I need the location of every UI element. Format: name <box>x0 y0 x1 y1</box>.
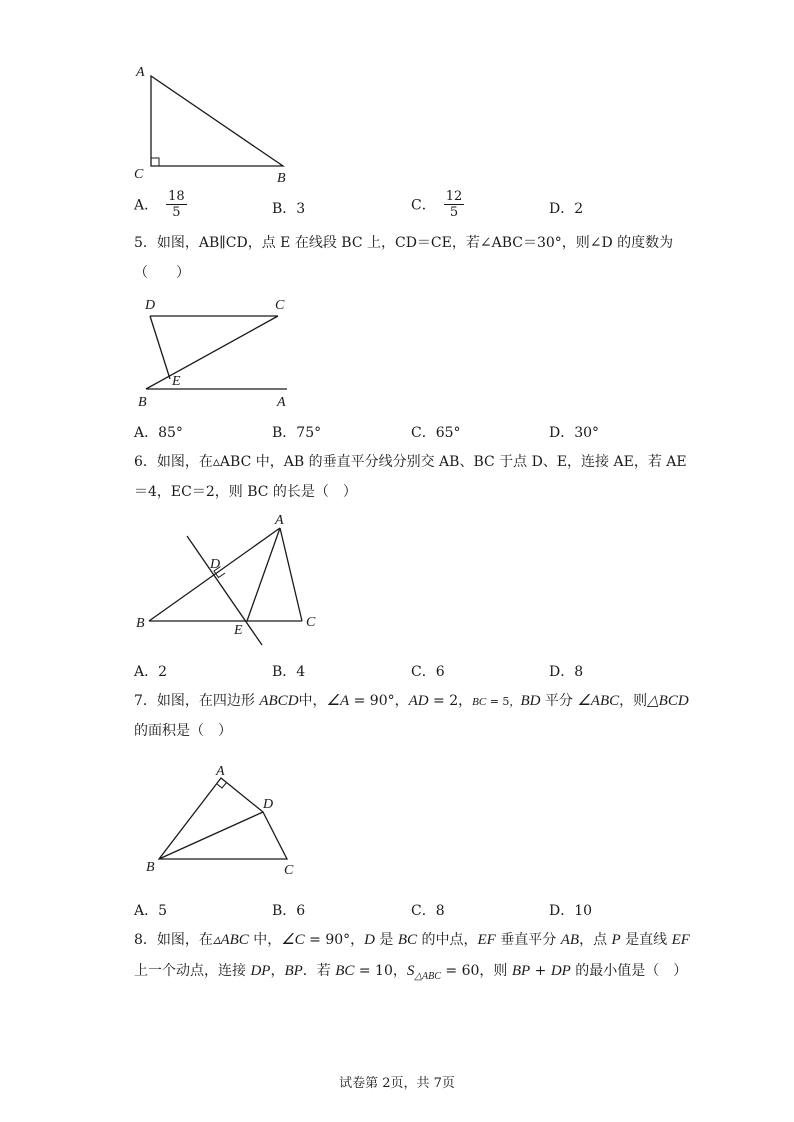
q5-label-e: E <box>172 374 181 389</box>
q6-option-c: C．6 <box>411 664 445 680</box>
q5-line-de <box>150 316 170 379</box>
q5-option-a: A．85° <box>134 425 183 441</box>
q8-l2-text-1: 上一个动点，连接 <box>134 963 251 979</box>
q8-var-ef: EF <box>477 932 496 948</box>
q5-label-d: D <box>145 298 156 313</box>
q6-label-b: B <box>136 616 145 631</box>
q6-side-ac <box>280 528 302 621</box>
q4-label-b: B <box>277 171 286 186</box>
q8-text-6: 垂直平分 <box>495 932 561 948</box>
q8-var-ef-2: EF <box>671 932 690 948</box>
q7-text-3: = 90°， <box>349 693 409 709</box>
q6-label-a: A <box>275 513 284 528</box>
q7-text-7: ，则 <box>619 693 648 709</box>
q7-option-b: B．6 <box>272 903 306 919</box>
q5-question-line1: 5．如图，AB∥CD，点 E 在线段 BC 上，CD＝CE，若∠ABC＝30°，则∠D 的度数为 <box>134 235 674 251</box>
q5-parallel-lines-figure <box>130 292 310 412</box>
q4-option-a-numerator: 18 <box>168 189 185 204</box>
q8-var-p: P <box>611 932 621 948</box>
q6-bisector-line <box>187 536 262 645</box>
q4-right-angle-mark <box>151 158 159 166</box>
q4-label-a: A <box>136 65 145 80</box>
q6-perpendicular-bisector-figure <box>130 510 330 650</box>
q7-var-triangle-bcd: △BCD <box>647 693 689 709</box>
q8-question-line1 <box>134 930 690 950</box>
q4-option-d: D．2 <box>549 201 584 217</box>
q7-var-bd: BD <box>520 693 541 709</box>
q5-option-b: B．75° <box>272 425 322 441</box>
q7-diagonal-bd <box>159 812 263 859</box>
q8-var-bp: BP <box>284 963 303 979</box>
q7-option-d: D．10 <box>549 903 593 919</box>
q7-text-4: = 2， <box>428 693 473 709</box>
q4-triangle-figure <box>130 58 300 188</box>
q8-text-3: = 90°， <box>304 932 365 948</box>
q8-var-s-subscript: △ABC <box>414 970 441 982</box>
q7-var-ad: AD <box>408 693 429 709</box>
q8-l2-text-5: = 60，则 <box>440 963 512 979</box>
q7-text-1: 7．如图，在四边形 <box>134 693 260 709</box>
q4-option-b: B．3 <box>272 201 306 217</box>
q7-quadrilateral <box>159 778 287 859</box>
q5-line-cb <box>146 316 278 389</box>
q8-var-d: D <box>364 932 375 948</box>
q4-option-a-denominator: 5 <box>172 205 181 220</box>
q5-question-line2: （ ） <box>134 265 190 281</box>
q7-label-c: C <box>284 863 294 878</box>
q7-option-c: C．8 <box>411 903 445 919</box>
q6-segment-ae <box>247 528 280 621</box>
q5-label-b: B <box>138 395 147 410</box>
q7-label-d: D <box>263 797 274 812</box>
q4-label-c: C <box>134 167 144 182</box>
q7-label-a: A <box>216 764 225 779</box>
q8-text-7: ，点 <box>579 932 612 948</box>
q7-question-line1 <box>134 691 689 712</box>
q8-var-dp: DP <box>250 963 271 979</box>
q7-var-angle-abc: ∠ABC <box>577 693 620 709</box>
q4-option-c-denominator: 5 <box>449 205 459 220</box>
q7-option-a: A．5 <box>134 903 168 919</box>
q8-text-4: 是 <box>374 932 398 948</box>
q4-option-a-prefix: A． <box>134 197 159 214</box>
q8-var-bc: BC <box>397 932 418 948</box>
q6-option-a: A．2 <box>134 664 168 680</box>
q7-var-bc: BC <box>472 696 487 708</box>
q8-var-s: S <box>406 963 415 979</box>
q6-side-ba <box>149 528 280 621</box>
q8-var-ab: AB <box>560 932 580 948</box>
q7-var-angle-a: ∠A <box>326 693 350 709</box>
q4-triangle <box>151 76 283 166</box>
q8-var-dp-2: DP <box>550 963 571 979</box>
q7-right-angle-mark <box>217 783 227 789</box>
q8-l2-text-2: ， <box>270 963 285 979</box>
q8-var-angle-c: ∠C <box>281 932 305 948</box>
q7-var-abcd: ABCD <box>259 693 299 709</box>
q8-var-triangle-abc: ▵ABC <box>212 932 249 948</box>
q6-question-line1: 6．如图，在▵ABC 中，AB 的垂直平分线分别交 AB、BC 于点 D、E，连接 AE，若 AE <box>134 454 687 470</box>
q8-text-2: 中， <box>248 932 282 948</box>
q5-option-c: C．65° <box>411 425 461 441</box>
q7-label-b: B <box>146 860 155 875</box>
q8-question-line2 <box>134 961 687 987</box>
q6-option-b: B．4 <box>272 664 306 680</box>
q6-label-e: E <box>234 623 243 638</box>
q4-option-c-numerator: 12 <box>445 189 463 204</box>
q5-label-a: A <box>277 395 286 410</box>
q5-label-c: C <box>275 298 285 313</box>
q6-question-line2: ＝4，EC＝2，则 BC 的长是（ ） <box>134 484 357 500</box>
q4-option-c <box>411 189 464 220</box>
q8-text-5: 的中点， <box>417 932 478 948</box>
q6-label-c: C <box>306 615 316 630</box>
q7-question-line2: 的面积是（ ） <box>134 723 232 739</box>
q8-var-bp-2: BP <box>511 963 531 979</box>
q6-option-d: D．8 <box>549 664 584 680</box>
q8-text-8: 是直线 <box>620 932 672 948</box>
q8-l2-text-4: = 10， <box>354 963 407 979</box>
q4-option-a-fraction <box>166 189 187 220</box>
q4-option-c-fraction <box>444 189 465 220</box>
q8-l2-text-3: ．若 <box>302 963 336 979</box>
q7-quadrilateral-figure <box>130 760 310 885</box>
q8-l2-text-6: + <box>530 963 551 979</box>
q5-option-d: D．30° <box>549 425 600 441</box>
q7-text-5: = 5， <box>486 695 521 708</box>
q4-option-c-prefix: C． <box>411 197 436 214</box>
q8-var-bc-2: BC <box>335 963 355 979</box>
q4-option-a <box>134 189 187 220</box>
page-footer: 试卷第 2页，共 7页 <box>339 1076 455 1091</box>
q8-text-1: 8．如图，在 <box>134 932 213 948</box>
q6-label-d: D <box>210 557 221 572</box>
q7-text-6: 平分 <box>540 693 578 709</box>
q7-text-2: 中， <box>298 693 327 709</box>
q8-l2-text-7: 的最小值是（ ） <box>570 963 688 979</box>
